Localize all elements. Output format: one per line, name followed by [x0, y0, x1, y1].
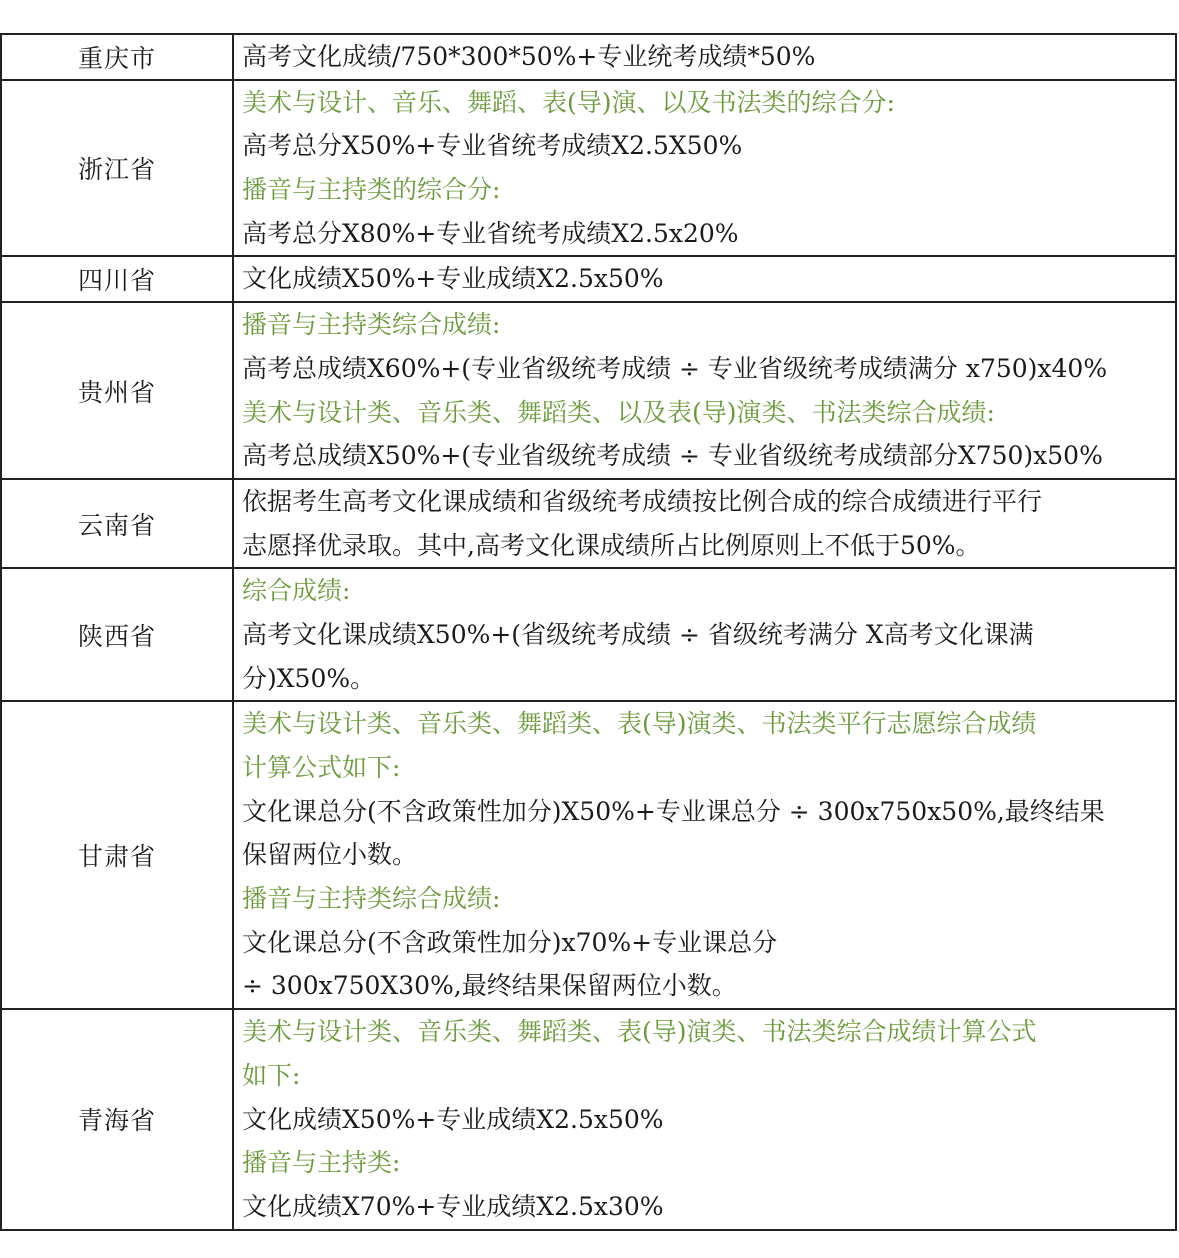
table-row	[1, 1009, 1176, 1229]
formula-cell	[233, 80, 1176, 257]
formula-line: 文化成绩X50%+专业成绩X2.5x50%	[242, 264, 664, 294]
table-row	[1, 34, 1176, 80]
formula-line: 文化课总分(不含政策性加分)x70%+专业课总分	[242, 927, 778, 957]
province-cell: 四川省	[1, 256, 233, 302]
category-heading: 美术与设计类、音乐类、舞蹈类、表(导)演类、书法类平行志愿综合成绩	[242, 709, 1037, 739]
formula-line: 志愿择优录取。其中,高考文化课成绩所占比例原则上不低于50%。	[242, 530, 981, 560]
category-heading: 如下:	[242, 1060, 301, 1090]
category-heading: 计算公式如下:	[242, 753, 401, 782]
formula-line: 文化课总分(不含政策性加分)X50%+专业课总分 ÷ 300x750x50%,最终结果	[242, 796, 1105, 826]
province-cell: 贵州省	[1, 302, 233, 479]
formula-line: 高考文化成绩/750*300*50%+专业统考成绩*50%	[242, 42, 816, 71]
formula-line: 高考总分X80%+专业省统考成绩X2.5x20%	[242, 218, 739, 248]
category-heading: 播音与主持类:	[242, 1148, 401, 1178]
formula-cell	[233, 479, 1176, 568]
formula-line: 保留两位小数。	[242, 840, 418, 870]
province-cell: 云南省	[1, 479, 233, 568]
formula-line: 文化成绩X50%+专业成绩X2.5x50%	[242, 1104, 664, 1134]
formula-line: 高考总成绩X50%+(专业省级统考成绩 ÷ 专业省级统考成绩部分X750)x50%	[242, 441, 1103, 471]
formula-cell	[233, 1009, 1176, 1229]
formula-cell	[233, 302, 1176, 479]
formula-line: 文化成绩X70%+专业成绩X2.5x30%	[242, 1191, 664, 1221]
score-formula-table	[0, 33, 1177, 1231]
formula-cell	[233, 568, 1176, 701]
province-cell: 浙江省	[1, 80, 233, 257]
category-heading: 综合成绩:	[242, 576, 351, 606]
formula-line: ÷ 300x750X30%,最终结果保留两位小数。	[242, 971, 737, 1001]
table-body	[1, 34, 1176, 1230]
formula-line: 分)X50%。	[242, 663, 376, 693]
formula-cell	[233, 34, 1176, 80]
province-cell: 青海省	[1, 1009, 233, 1229]
formula-line: 高考总分X50%+专业省统考成绩X2.5X50%	[242, 131, 743, 161]
formula-line: 依据考生高考文化课成绩和省级统考成绩按比例合成的综合成绩进行平行	[242, 486, 1043, 516]
table-row	[1, 80, 1176, 257]
province-cell: 甘肃省	[1, 701, 233, 1009]
formula-line: 高考总成绩X60%+(专业省级统考成绩 ÷ 专业省级统考成绩满分 x750)x40%	[242, 353, 1108, 383]
category-heading: 播音与主持类的综合分:	[242, 175, 501, 205]
category-heading: 美术与设计类、音乐类、舞蹈类、表(导)演类、书法类综合成绩计算公式	[242, 1017, 1037, 1047]
category-heading: 播音与主持类综合成绩:	[242, 884, 501, 914]
table-row	[1, 256, 1176, 302]
formula-cell	[233, 701, 1176, 1009]
formula-line: 高考文化课成绩X50%+(省级统考成绩 ÷ 省级统考满分 X高考文化课满	[242, 619, 1034, 649]
category-heading: 美术与设计、音乐、舞蹈、表(导)演、以及书法类的综合分:	[242, 87, 895, 117]
province-cell: 陕西省	[1, 568, 233, 701]
province-cell: 重庆市	[1, 34, 233, 80]
formula-cell	[233, 256, 1176, 302]
category-heading: 美术与设计类、音乐类、舞蹈类、以及表(导)演类、书法类综合成绩:	[242, 397, 995, 427]
table-row	[1, 479, 1176, 568]
table-row	[1, 302, 1176, 479]
category-heading: 播音与主持类综合成绩:	[242, 310, 501, 340]
table-row	[1, 568, 1176, 701]
table-row	[1, 701, 1176, 1009]
